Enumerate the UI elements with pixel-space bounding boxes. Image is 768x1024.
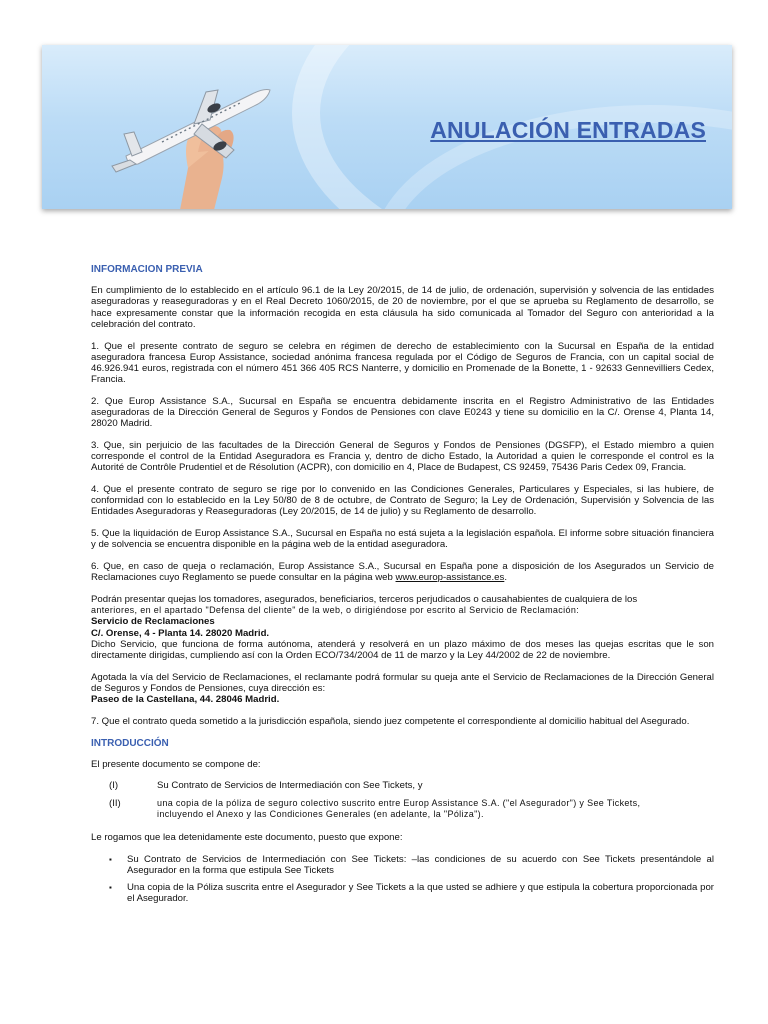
list-text: una copia de la póliza de seguro colectivo suscrito entre Europ Assistance S.A. ("el Asegurador") y See Tickets, [157,797,641,808]
document-body [91,264,714,911]
paragraph-3: 3. Que, sin perjuicio de las facultades de la Dirección General de Seguros y Fondos de Pensiones (DGSFP), el Estado miembro a quien corresponde el control de la Entidad Aseguradora es Francia y, dentro de dicho Estado, la Autoridad a quien le corresponde el control es la Autorité de Contrôle Prudentiel et de Résolution (ACPR), con domicilio en 4, Place de Budapest, CS 92459, 75436 Paris Cedex 09, Francia. [91,439,714,474]
header-banner [42,45,732,209]
section-heading-introduccion: INTRODUCCIÓN [91,737,169,749]
agotada-text: Agotada la vía del Servicio de Reclamaciones, el reclamante podrá formular su queja ante el Servicio de Reclamaciones de la Dirección General de Seguros y Fondos de Pensiones, cuya dirección es: [91,671,714,694]
paragraph-7: 7. Que el contrato queda sometido a la jurisdicción española, siendo juez competente el correspondiente al domicilio habitual del Asegurado. [91,715,690,727]
bullet-text: Su Contrato de Servicios de Intermediación con See Tickets: –las condiciones de su acuerdo con See Tickets presentándole al Asegurador en la forma que estipula See Tickets [127,853,714,876]
list-item [91,798,714,820]
bullet-item [91,854,714,876]
europ-assistance-link[interactable]: www.europ-assistance.es [395,572,505,584]
servicio-name: Servicio de Reclamaciones [91,616,215,628]
list-text-wrap [157,798,714,820]
paragraph-1: 1. Que el presente contrato de seguro se celebra en régimen de derecho de establecimiento con la Sucursal en España de la entidad aseguradora francesa Europ Assistance, sociedad anónima francesa regulada por el Código de Seguros de Francia, con un capital social de 46.926.941 euros, registrada con el número 451 366 405 RCS Nanterre, y domicilio en Promenade de la Bonette, 1 - 92633 Gennevilliers Cedex, Francia. [91,340,714,386]
servicio-description: Dicho Servicio, que funciona de forma autónoma, atenderá y resolverá en un plazo máximo de dos meses las quejas escritas que le son directamente dirigidas, cumpliendo así con la Orden ECO/734/2004 de 11 de marzo y la Ley 44/2002 de 22 de noviembre. [91,638,714,661]
agotada-block [91,672,714,706]
paragraph-6-end: . [504,572,507,584]
bullet-icon: ▪ [109,883,112,893]
paragraph-6-text: 6. Que, en caso de queja o reclamación, Europ Assistance S.A., Sucursal en España pone a disposición de los Asegurados un Servicio de Reclamaciones cuyo Reglamento se puede consultar en la página web [91,561,714,584]
paragraph-intro: En cumplimiento de lo establecido en el artículo 96.1 de la Ley 20/2015, de 14 de julio, de ordenación, supervisión y solvencia de las entidades aseguradoras y reaseguradoras y en el Real Decreto 1060/2015, de 20 de noviembre, por el que se aprueba su Reglamento de desarrollo, se hace expresamente constar que la información recogida en esta cláusula ha sido comunicada al Tomador del Seguro con anterioridad a la celebración del contrato. [91,285,714,330]
section-heading-informacion-previa: INFORMACION PREVIA [91,264,203,275]
list-text: Su Contrato de Servicios de Intermediación con See Tickets, y [157,780,423,792]
paragraph-4: 4. Que el presente contrato de seguro se rige por lo convenido en las Condiciones Generales, Particulares y Especiales, si las hubiere, de conformidad con lo establecido en la Ley 50/80 de 8 de octubre, de Contrato de Seguro; la Ley de Ordenación, Supervisión y Solvencia de las Entidades Aseguradoras y Reaseguradoras (Ley 20/2015, de 14 de julio) y su Reglamento de desarrollo. [91,484,714,518]
page-title: ANULACIÓN ENTRADAS [430,117,706,143]
bullet-icon: ▪ [109,854,112,864]
list-number: (II) [109,797,121,809]
list-item [91,780,714,791]
paragraph-2: 2. Que Europ Assistance S.A., Sucursal en España se encuentra debidamente inscrita en el Registro Administrativo de las Entidades aseguradoras de la Dirección General de Seguros y Fondos de Pensiones con clave E0243 y tiene su domicilio en la C/. Orense 4, Planta 14, 28020 Madrid. [91,395,714,430]
bullet-text: Una copia de la Póliza suscrita entre el Asegurador y See Tickets a la que usted se adhiere y que estipula la cobertura proporcionada por el Asegurador. [127,882,714,905]
paragraph-6 [91,561,714,583]
bullet-item [91,882,714,904]
ruego-text: Le rogamos que lea detenidamente este documento, puesto que expone: [91,832,403,844]
hand-holding-airplane-image [102,60,302,209]
paseo-address: Paseo de la Castellana, 44. 28046 Madrid. [91,694,280,706]
quejas-line-2: anteriores, en el apartado "Defensa del cliente" de la web, o dirigiéndose por escrito al Servicio de Reclamación: [91,605,580,616]
quejas-block [91,594,714,661]
servicio-address: C/. Orense, 4 - Planta 14. 28020 Madrid. [91,627,270,639]
introduccion-intro: El presente documento se compone de: [91,758,261,770]
list-text: incluyendo el Anexo y las Condiciones Generales (en adelante, la "Póliza"). [157,808,484,819]
quejas-line-1: Podrán presentar quejas los tomadores, asegurados, beneficiarios, terceros perjudicados o causahabientes de cualquiera de los [91,593,638,605]
list-number: (I) [109,780,119,792]
paragraph-5: 5. Que la liquidación de Europ Assistance S.A., Sucursal en España no está sujeta a la legislación española. El informe sobre situación financiera y de solvencia se encuentra disponible en la página web de la entidad aseguradora. [91,528,714,551]
